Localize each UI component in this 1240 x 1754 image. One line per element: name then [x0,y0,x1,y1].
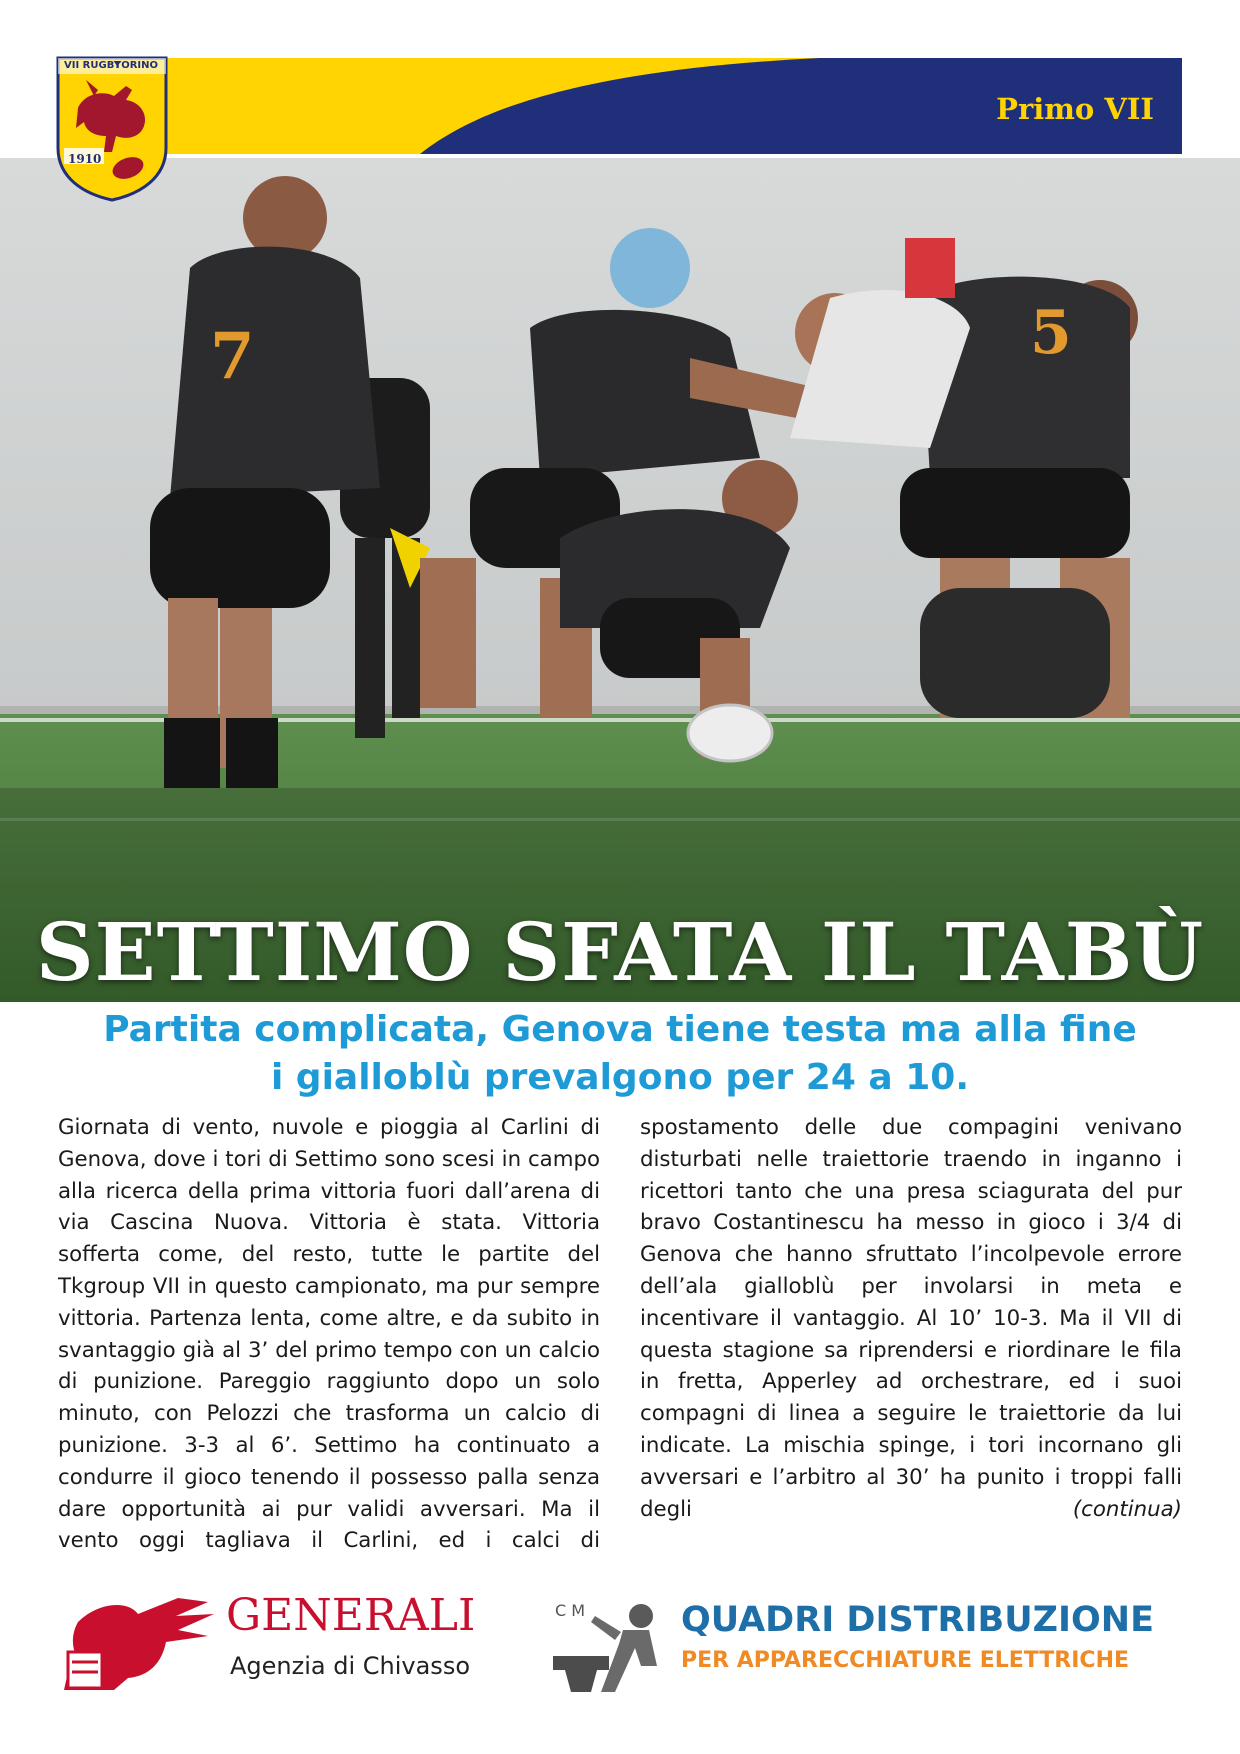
generali-lion-icon [58,1592,218,1696]
quadri-subtitle: PER APPARECCHIATURE ELETTRICHE [681,1648,1130,1673]
article-subtitle [40,1006,1200,1102]
club-crest-icon [56,56,168,202]
quadri-ad [545,1596,1185,1696]
anvil-smith-icon [545,1596,665,1696]
subtitle-line-2: i gialloblù prevalgono per 24 a 10. [270,1057,970,1098]
article-headline: SETTIMO SFATA IL TABÙ [35,905,1205,999]
match-photo [0,158,1240,1002]
logo-text-left: VII RUGBY [64,60,122,71]
article-body [58,1112,1182,1582]
jersey-number-7: 7 [210,319,255,394]
logo-text-right: TORINO [114,60,158,71]
quadri-mark: C M [555,1601,586,1620]
article-body-text: Giornata di vento, nuvole e pioggia al Carlini di Genova, dove i tori di Settimo sono scesi in campo alla ricerca della prima vittoria fuori dall’arena di via Cascina Nuova. Vittoria è stata. Vittoria sofferta come, del resto, tutte le partite del Tkgroup VII in questo campionato, ma pur sempre vittoria. Partenza lenta, come altre, e da subito in svantaggio già al 3’ del primo tempo con un calcio di punizione. Pareggio raggiunto dopo un solo minuto, con Pelozzi che trasforma un calcio di punizione. 3-3 al 6’. Settimo ha continuato a condurre il gioco tenendo il possesso palla senza dare opportunità ai pur validi avversari. Ma il vento oggi tagliava il Carlini, ed i calci di spostamento delle due compagini venivano disturbati nelle traiettorie traendo in inganno i ricettori tanto che una presa sciagurata del pur bravo Costantinescu ha messo in gioco i 3/4 di Genova che hanno sfruttato l’incolpevole errore dell’ala gialloblù per involarsi in meta e incentivare il vantaggio. Al 10’ 10-3. Ma il VII di questa stagione sa riprendersi e riordinare le fila in fretta, Apperley ad orchestrare, ed i suoi compagni di linea a seguire le traiettorie da lui indicate. La mischia spinge, i tori incornano gli avversari e l’arbitro al 30’ ha punito i troppi falli degli [58,1115,1182,1554]
section-label: Primo VII [996,92,1154,126]
continua-label: (continua) [1072,1496,1182,1522]
quadri-title: QUADRI DISTRIBUZIONE [681,1600,1154,1640]
jersey-number-5: 5 [1030,298,1072,368]
generali-agency: Agenzia di Chivasso [230,1652,470,1680]
header-band [60,58,1182,154]
generali-ad [58,1592,478,1692]
subtitle-line-1: Partita complicata, Genova tiene testa ma alla fine [103,1009,1137,1050]
logo-year: 1910 [68,152,102,166]
generali-name: GENERALI [226,1590,476,1641]
club-logo [56,56,168,202]
